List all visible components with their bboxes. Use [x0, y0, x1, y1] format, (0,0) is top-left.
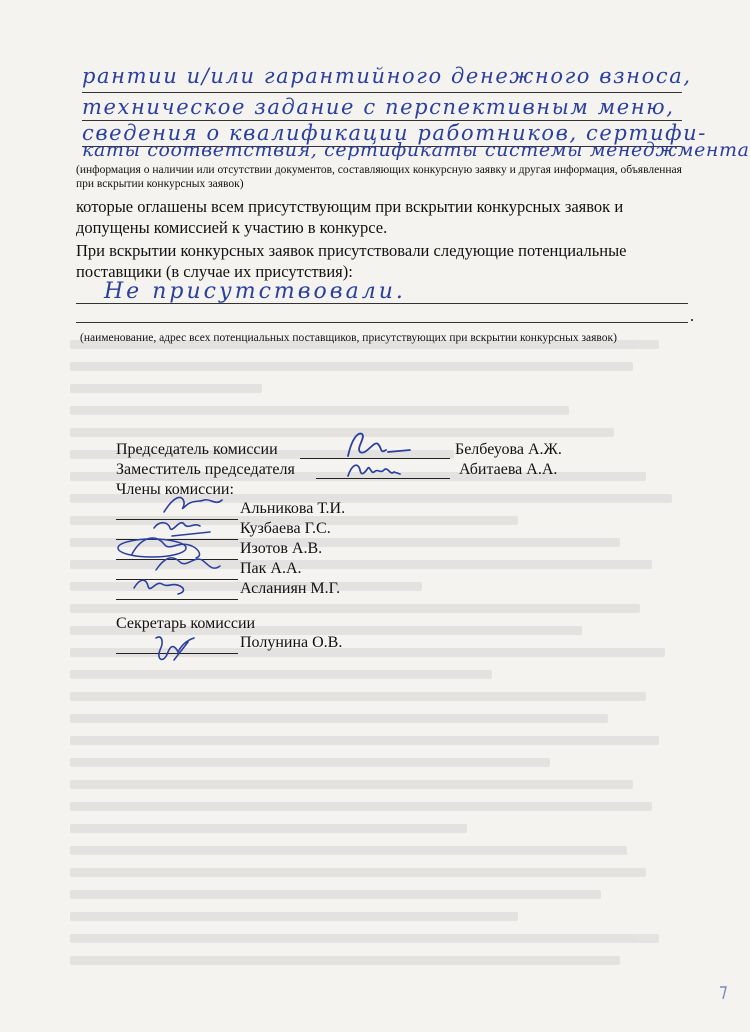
member-5-signature — [128, 572, 198, 598]
handwritten-line-2: техническое задание с перспективным меню, — [82, 95, 675, 119]
member-4-name: Пак А.А. — [240, 560, 302, 577]
member-5-name: Асланиян М.Г. — [240, 580, 341, 597]
deputy-label: Заместитель председателя — [116, 461, 295, 478]
para1-line2: допущены комиссией к участию в конкурсе. — [76, 218, 388, 237]
handwritten-line-4: каты соответствия, сертификаты системы менеджмента — [82, 139, 750, 161]
para1-line1: которые оглашены всем присутствующим при вскрытии конкурсных заявок и — [76, 197, 624, 216]
member-1-name: Альникова Т.И. — [240, 500, 346, 517]
suppliers-period: . — [690, 306, 695, 325]
handwritten-line-1: рантии и/или гарантийного денежного взноса, — [82, 64, 692, 88]
member-2-name: Кузбаева Г.С. — [240, 520, 331, 537]
page-edge-mark — [718, 985, 728, 1001]
documents-info-note: (информация о наличии или отсутствии документов, составляющих конкурсную заявку и другая информация, объявленная при вскрытии конкурсных заявок) — [76, 164, 682, 190]
deputy-signature — [344, 456, 424, 482]
secretary-label: Секретарь комиссии — [116, 615, 256, 632]
para2-line1: При вскрытии конкурсных заявок присутствовали следующие потенциальные — [76, 241, 627, 260]
chairman-label: Председатель комиссии — [116, 441, 278, 458]
suppliers-info-note: (наименование, адрес всех потенциальных поставщиков, присутствующих при вскрытии конкурсных заявок) — [80, 332, 617, 344]
members-label: Члены комиссии: — [116, 481, 234, 498]
secretary-signature — [148, 630, 218, 670]
member-5-sign-line — [116, 599, 238, 600]
suppliers-rule-2 — [76, 322, 688, 323]
deputy-name: Абитаева А.А. — [459, 461, 558, 478]
chairman-name: Белбеуова А.Ж. — [455, 441, 562, 458]
handwritten-suppliers: Не присутствовали. — [104, 279, 406, 304]
suppliers-rule-1 — [76, 303, 688, 304]
secretary-name: Полунина О.В. — [240, 634, 343, 651]
member-3-name: Изотов А.В. — [240, 540, 323, 557]
rule-line-1 — [82, 92, 682, 93]
handwritten-line-3: сведения о квалификации работников, сертифи- — [82, 121, 707, 145]
para2-line2: поставщики (в случае их присутствия): — [76, 262, 353, 281]
